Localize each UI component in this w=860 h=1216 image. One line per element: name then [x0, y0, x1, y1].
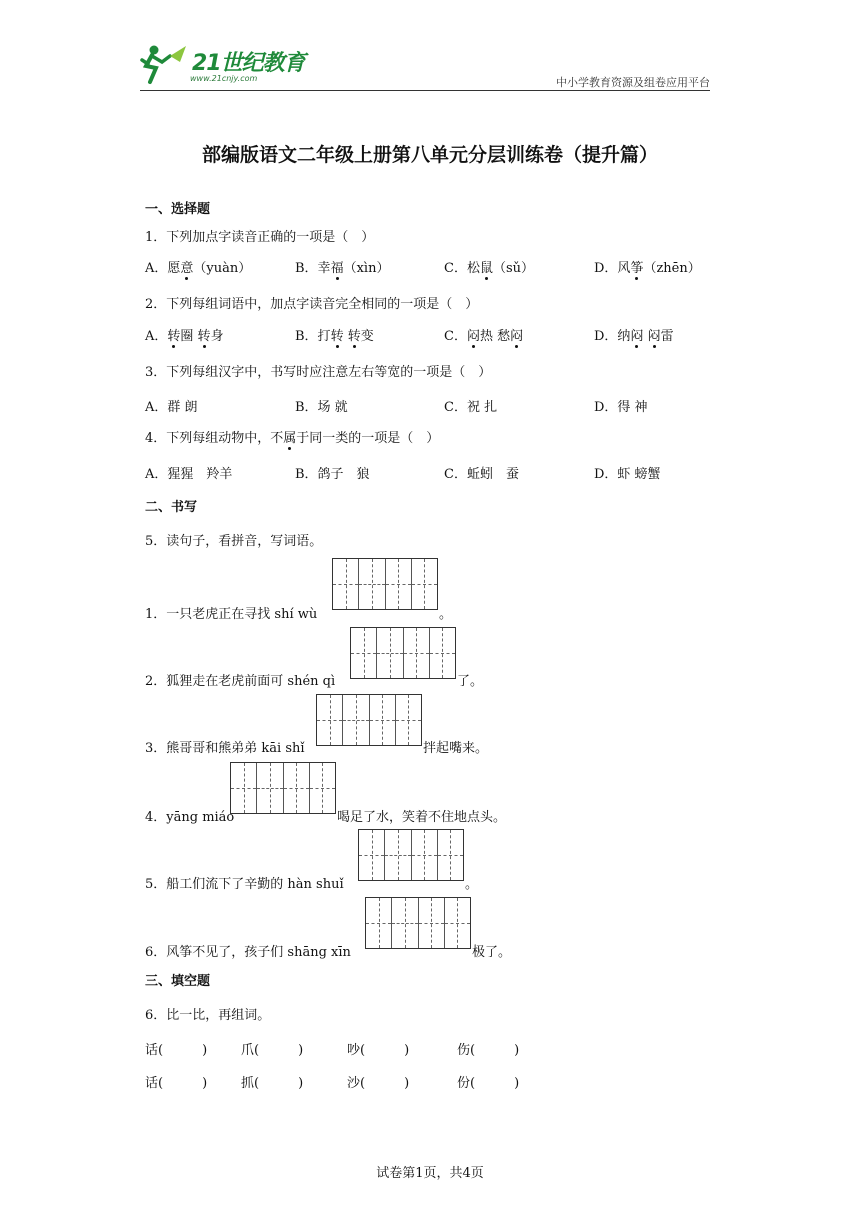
- q2-option-b: B．打转 转变: [295, 325, 374, 344]
- q5-item-6-suffix: 极了。: [472, 945, 512, 960]
- q3-option-d: D．得 神: [594, 400, 648, 415]
- q1-option-c: C．松鼠（sǔ）: [444, 257, 534, 276]
- q6-row2-item-4: 份( ): [457, 1076, 520, 1091]
- writing-grid-6[interactable]: [365, 897, 471, 949]
- q5-item-3-suffix: 拌起嘴来。: [423, 741, 489, 756]
- q4-option-c: C．蚯蚓 蚕: [444, 467, 519, 482]
- question-4-stem: 4．下列每组动物中，不属于同一类的一项是（ ）: [145, 427, 439, 446]
- writing-grid-5[interactable]: [358, 829, 464, 881]
- question-3-stem: 3．下列每组汉字中，书写时应注意左右等宽的一项是（ ）: [145, 365, 492, 380]
- q5-item-2-suffix: 了。: [457, 674, 484, 689]
- logo-url: www.21cnjy.com: [190, 74, 258, 83]
- q5-item-2-prefix: 2．狐狸走在老虎前面可 shén qì: [145, 674, 336, 689]
- q5-item-6-prefix: 6．风筝不见了，孩子们 shāng xīn: [145, 945, 351, 960]
- q5-item-5-suffix: 。: [465, 877, 479, 892]
- writing-grid-3[interactable]: [316, 694, 422, 746]
- writing-grid-4[interactable]: [230, 762, 336, 814]
- q6-row1-item-3: 吵( ): [347, 1043, 410, 1058]
- q4-option-b: B．鸽子 狼: [295, 467, 370, 482]
- q6-row2-item-3: 沙( ): [347, 1076, 410, 1091]
- q5-item-1-suffix: 。: [439, 607, 453, 622]
- question-1-stem: 1．下列加点字读音正确的一项是（ ）: [145, 230, 375, 245]
- q3-option-a: A．群 朗: [145, 400, 198, 415]
- q3-option-c: C．祝 扎: [444, 400, 498, 415]
- q5-item-5-prefix: 5．船工们流下了辛勤的 hàn shuǐ: [145, 877, 344, 892]
- question-5-stem: 5．读句子，看拼音，写词语。: [145, 534, 323, 549]
- section-heading-choice: 一、选择题: [145, 202, 211, 217]
- q2-option-a: A．转圈 转身: [145, 325, 224, 344]
- q6-row2-item-1: 话( ): [145, 1076, 208, 1091]
- q4-option-d: D．虾 螃蟹: [594, 467, 661, 482]
- q3-option-b: B．场 就: [295, 400, 348, 415]
- q2-option-d: D．纳闷 闷雷: [594, 325, 674, 344]
- q6-row1-item-4: 伤( ): [457, 1043, 520, 1058]
- question-6-stem: 6．比一比，再组词。: [145, 1008, 271, 1023]
- q1-option-b: B．幸福（xìn）: [295, 257, 389, 276]
- q6-row1-item-1: 话( ): [145, 1043, 208, 1058]
- site-logo: [140, 42, 310, 92]
- q5-item-4-suffix: 喝足了水，笑着不住地点头。: [337, 810, 507, 825]
- q1-option-d: D．风筝（zhēn）: [594, 257, 701, 276]
- platform-label: 中小学教育资源及组卷应用平台: [556, 76, 710, 89]
- writing-grid-1[interactable]: [332, 558, 438, 610]
- q6-row2-item-2: 抓( ): [241, 1076, 304, 1091]
- q5-item-3-prefix: 3．熊哥哥和熊弟弟 kāi shǐ: [145, 741, 305, 756]
- q4-option-a: A．猩猩 羚羊: [145, 467, 233, 482]
- section-heading-fill: 三、填空题: [145, 974, 211, 989]
- question-2-stem: 2．下列每组词语中，加点字读音完全相同的一项是（ ）: [145, 297, 479, 312]
- q2-option-c: C．闷热 愁闷: [444, 325, 523, 344]
- q5-item-1-prefix: 1．一只老虎正在寻找 shí wù: [145, 607, 318, 622]
- section-heading-writing: 二、书写: [145, 500, 198, 515]
- page-title: 部编版语文二年级上册第八单元分层训练卷（提升篇）: [201, 144, 658, 166]
- logo-text: 21世纪教育: [192, 51, 305, 76]
- runner-logo-icon: [140, 42, 192, 86]
- q6-row1-item-2: 爪( ): [241, 1043, 304, 1058]
- q5-item-4-prefix: 4．yāng miáo: [145, 810, 235, 825]
- q1-option-a: A．愿意（yuàn）: [145, 257, 251, 276]
- header-divider: [140, 90, 710, 91]
- writing-grid-2[interactable]: [350, 627, 456, 679]
- page-footer: 试卷第1页，共4页: [376, 1166, 484, 1181]
